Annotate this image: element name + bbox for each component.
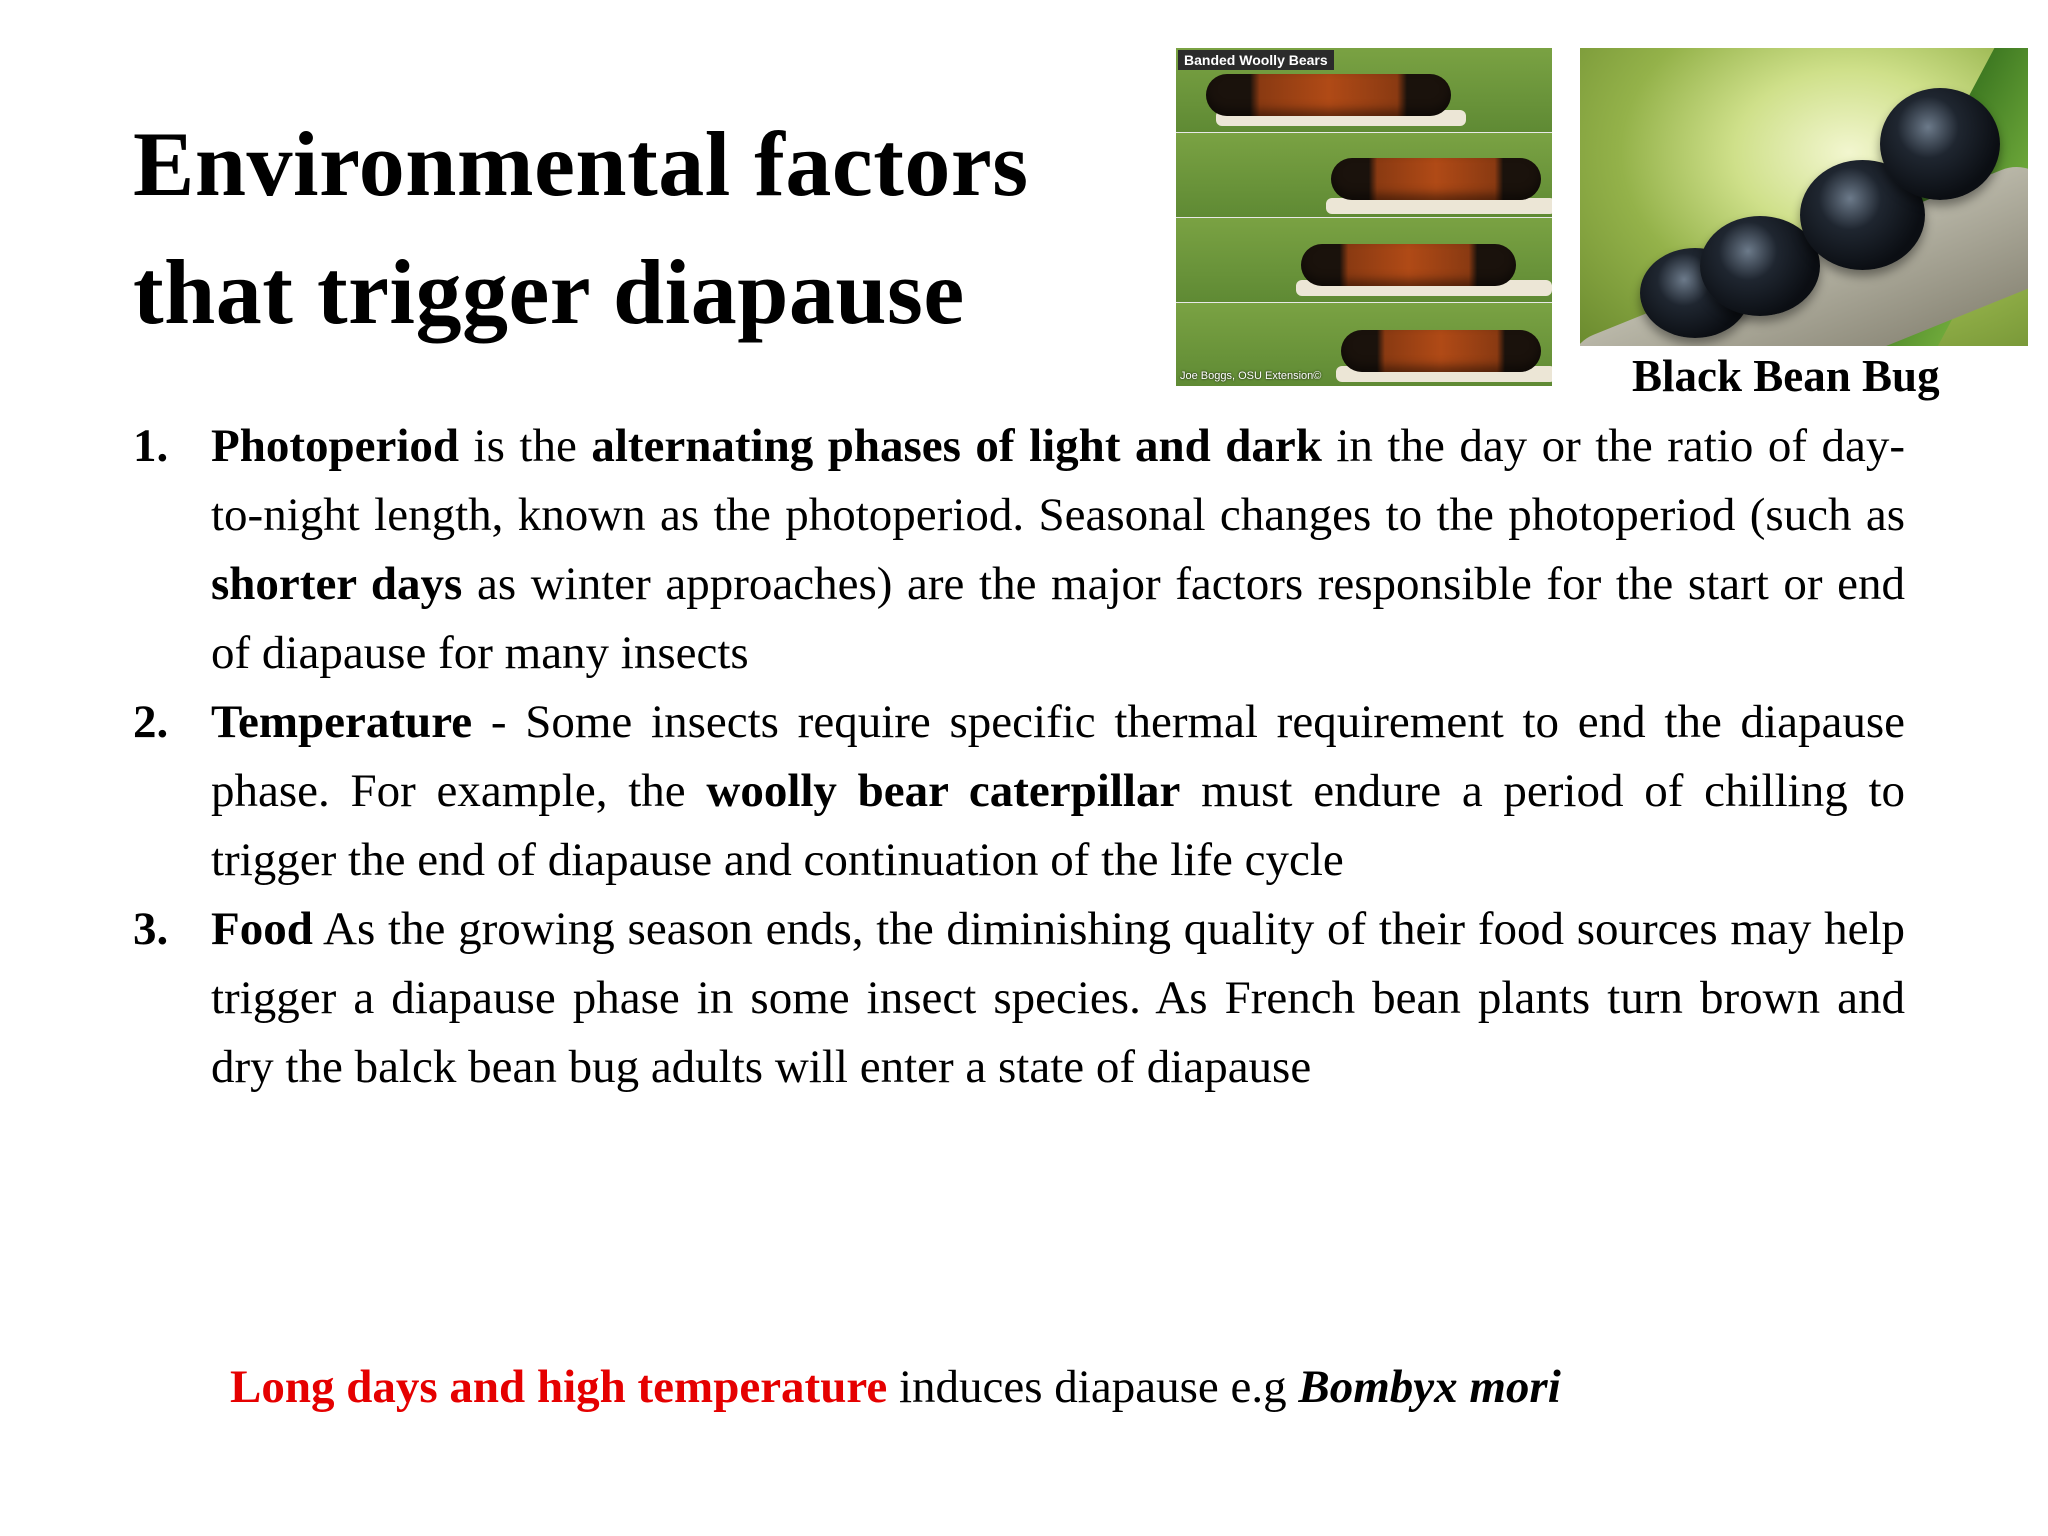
- black-bean-bug-photo: [1580, 48, 2028, 346]
- footer-highlight: Long days and high temperature: [230, 1361, 888, 1413]
- photo-credit: Joe Boggs, OSU Extension©: [1180, 370, 1322, 382]
- footer-note: [230, 1360, 1561, 1414]
- footer-text: induces diapause e.g: [887, 1361, 1299, 1413]
- item-emphasis: woolly bear caterpillar: [706, 765, 1181, 817]
- item-text: as winter approaches) are the major factors responsible for the start or end of diapause for many insects: [211, 558, 1905, 679]
- item-text: must endure a period of chilling to trigger the end of diapause and continuation of the life cycle: [211, 765, 1905, 886]
- item-number: 1.: [133, 420, 169, 472]
- list-item: [133, 895, 1905, 1102]
- list-item: [133, 412, 1905, 688]
- list-item: [133, 688, 1905, 895]
- photo-caption: Black Bean Bug: [1632, 351, 1940, 401]
- woolly-bear-photo: [1176, 48, 1552, 386]
- item-text: As the growing season ends, the diminishing quality of their food sources may help trigger a diapause phase in some insect species. As French bean plants turn brown and dry the balck bean bug adults will enter a state of diapause: [211, 903, 1905, 1093]
- item-text: - Some insects require specific thermal requirement to end the diapause phase. For example, the: [211, 696, 1905, 817]
- item-number: 2.: [133, 696, 169, 748]
- item-term: Photoperiod: [211, 420, 460, 472]
- item-emphasis: shorter days: [211, 558, 463, 610]
- photo-label: Banded Woolly Bears: [1178, 50, 1334, 70]
- item-emphasis: alternating phases of light and dark: [591, 420, 1322, 472]
- title-line-1: Environmental factors: [133, 113, 1029, 215]
- page-title: [133, 100, 1029, 356]
- species-name: Bombyx mori: [1298, 1361, 1561, 1413]
- item-number: 3.: [133, 903, 169, 955]
- item-term: Food: [211, 903, 313, 955]
- item-text: is the: [459, 420, 592, 472]
- item-text: in the day or the ratio of day-to-night length, known as the photoperiod. Seasonal changes to the photoperiod (such as: [211, 420, 1905, 541]
- factor-list: [133, 412, 1905, 1102]
- item-term: Temperature: [211, 696, 473, 748]
- title-line-2: that trigger diapause: [133, 241, 965, 343]
